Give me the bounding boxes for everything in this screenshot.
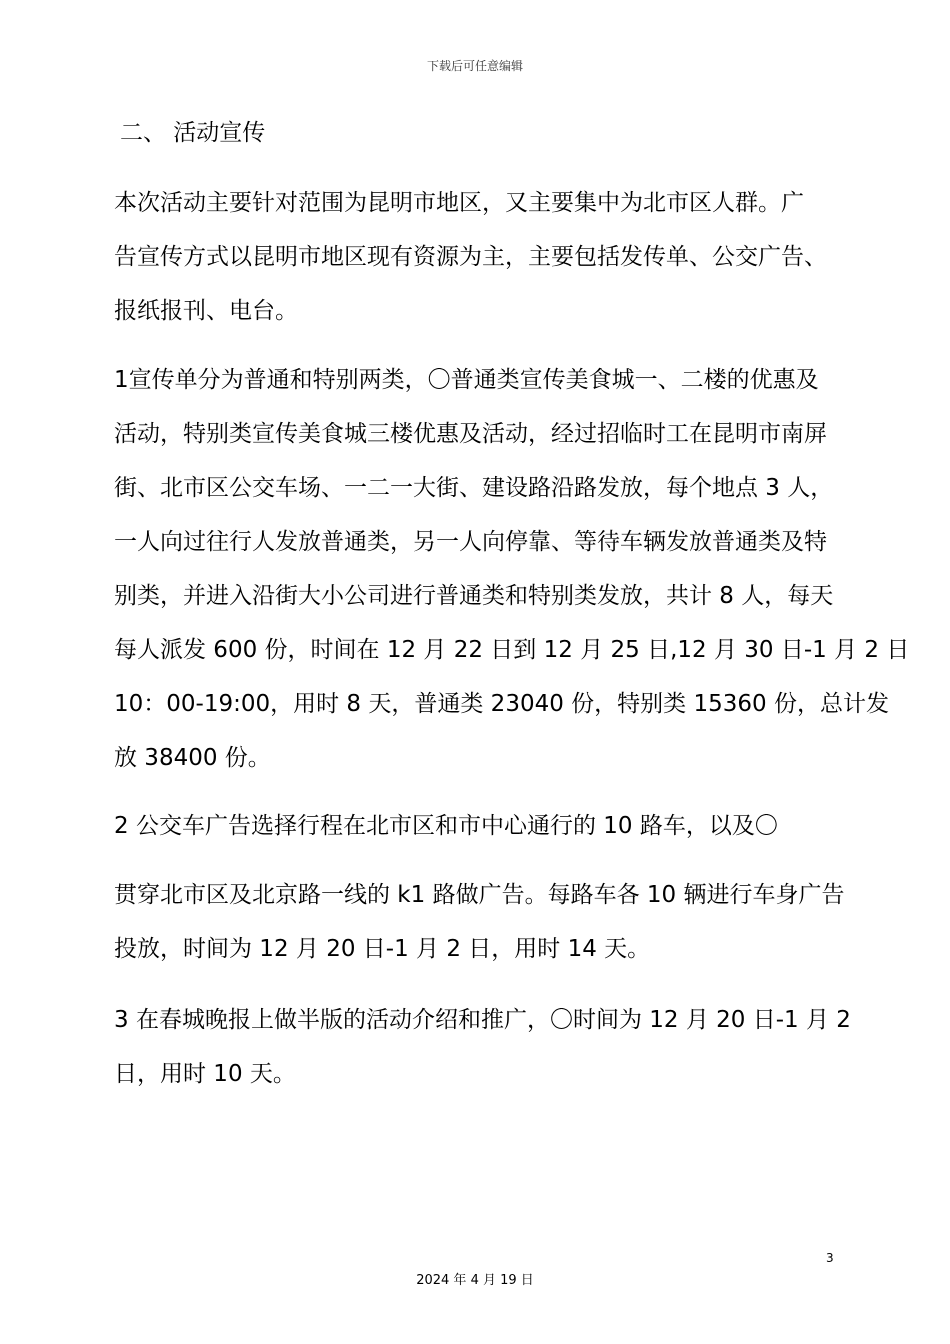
paragraph-intro <box>114 176 836 338</box>
text-line: 贯穿北市区及北京路一线的 k1 路做广告。每路车各 10 辆进行车身广告 <box>114 882 845 908</box>
text-line: 一人向过往行人发放普通类，另一人向停靠、等待车辆发放普通类及特 <box>114 529 827 555</box>
text-line: 1宣传单分为普通和特别两类，〇普通类宣传美食城一、二楼的优惠及 <box>114 367 819 393</box>
text-line: 2 公交车广告选择行程在北市区和市中心通行的 10 路车，以及〇 <box>114 813 778 839</box>
paragraph-newspaper <box>114 993 851 1101</box>
text-line: 街、北市区公交车场、一二一大街、建设路沿路发放，每个地点 3 人， <box>114 475 834 501</box>
text-line: 告宣传方式以昆明市地区现有资源为主，主要包括发传单、公交广告、 <box>114 244 827 270</box>
text-line: 放 38400 份。 <box>114 745 271 771</box>
paragraph-bus-ads <box>114 799 836 853</box>
text-line: 10：00-19:00，用时 8 天，普通类 23040 份，特别类 15360 份，总计发 <box>114 691 889 717</box>
text-line: 3 在春城晚报上做半版的活动介绍和推广，〇时间为 12 月 20 日-1 月 2 <box>114 1007 851 1033</box>
text-line: 本次活动主要针对范围为昆明市地区，又主要集中为北市区人群。广 <box>114 190 804 216</box>
text-line: 日，用时 10 天。 <box>114 1061 296 1087</box>
page-header: 下载后可任意编辑 <box>426 59 523 73</box>
paragraph-bus-ads-continued <box>114 868 845 976</box>
page-number: 3 <box>826 1251 834 1265</box>
text-line: 每人派发 600 份，时间在 12 月 22 日到 12 月 25 日,12 月 30 日-1 月 2 日 <box>114 637 910 663</box>
section-heading: 二、 活动宣传 <box>120 120 266 146</box>
paragraph-flyers <box>114 353 910 785</box>
text-line: 投放，时间为 12 月 20 日-1 月 2 日，用时 14 天。 <box>114 936 651 962</box>
text-line: 别类，并进入沿街大小公司进行普通类和特别类发放，共计 8 人，每天 <box>114 583 834 609</box>
footer-date: 2024 年 4 月 19 日 <box>416 1273 534 1288</box>
text-line: 报纸报刊、电台。 <box>114 298 298 324</box>
text-line: 活动，特别类宣传美食城三楼优惠及活动，经过招临时工在昆明市南屏 <box>114 421 827 447</box>
